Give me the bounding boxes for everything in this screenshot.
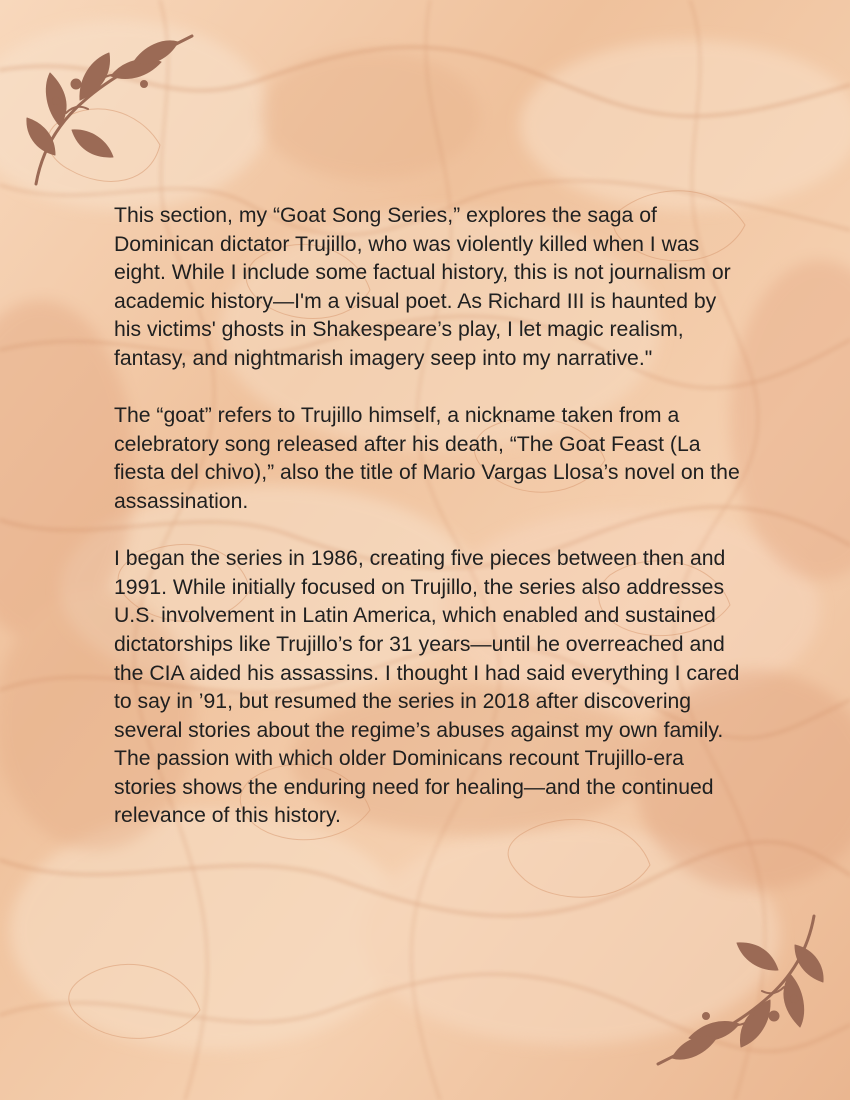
floral-corner-icon [642, 902, 832, 1082]
statement-paragraph: This section, my “Goat Song Series,” explores the saga of Dominican dictator Trujillo, who was violently killed when I was eight. While I include some factual history, this is not journalism or academic history—I'm a visual poet. As Richard III is haunted by his victims' ghosts in Shakespeare’s play, I let magic realism, fantasy, and nightmarish imagery seep into my narrative." [114, 204, 731, 370]
floral-corner-icon [18, 18, 208, 198]
statement-paragraph: I began the series in 1986, creating five pieces between then and 1991. While initially focused on Trujillo, the series also addresses U.S. involvement in Latin America, which enabled and sustained dictatorships like Trujillo’s for 31 years—until he overreached and the CIA aided his assassins. I thought I had said everything I cared to say in ’91, but resumed the series in 2018 after discovering several stories about the regime’s abuses against my own family. The passion with which older Dominicans recount Trujillo-era stories shows the enduring need for healing—and the continued relevance of this history. [114, 547, 740, 828]
statement-paragraph: The “goat” refers to Trujillo himself, a nickname taken from a celebratory song released after his death, “The Goat Feast (La fiesta del chivo),” also the title of Mario Vargas Llosa’s novel on the assassination. [114, 404, 740, 513]
artist-statement [114, 202, 744, 831]
